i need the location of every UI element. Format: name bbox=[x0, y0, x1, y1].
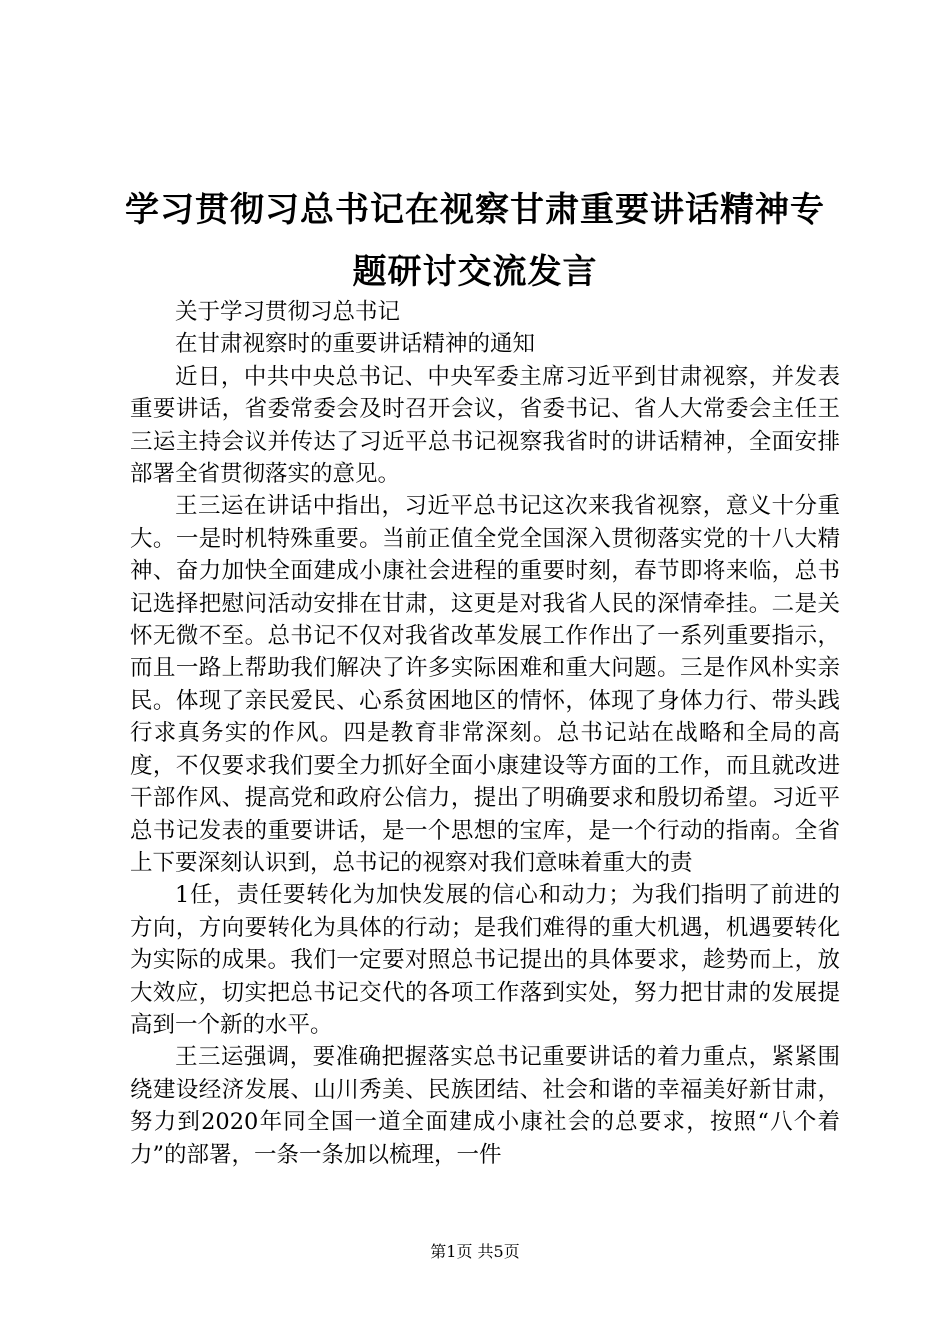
document-body bbox=[130, 296, 840, 1171]
paragraph: 王三运强调，要准确把握落实总书记重要讲话的着力重点，紧紧围绕建设经济发展、山川秀美、民族团结、社会和谐的幸福美好新甘肃，努力到2020年同全国一道全面建成小康社会的总要求，按照“八个着力”的部署，一条一条加以梳理，一件 bbox=[130, 1044, 840, 1168]
paragraph: 近日，中共中央总书记、中央军委主席习近平到甘肃视察，并发表重要讲话，省委常委会及时召开会议，省委书记、省人大常委会主任王三运主持会议并传达了习近平总书记视察我省时的讲话精神，全面安排部署全省贯彻落实的意见。 bbox=[130, 363, 840, 488]
document-title-line-2: 题研讨交流发言 bbox=[352, 252, 598, 292]
page-number-footer: 第1页 共5页 bbox=[430, 1242, 520, 1261]
paragraph: 1任，责任要转化为加快发展的信心和动力；为我们指明了前进的方向，方向要转化为具体的行动；是我们难得的重大机遇，机遇要转化为实际的成果。我们一定要对照总书记提出的具体要求，趁势而上，放大效应，切实把总书记交代的各项工作落到实处，努力把甘肃的发展提高到一个新的水平。 bbox=[130, 882, 840, 1038]
paragraph: 王三运在讲话中指出，习近平总书记这次来我省视察，意义十分重大。一是时机特殊重要。当前正值全党全国深入贯彻落实党的十八大精神、奋力加快全面建成小康社会进程的重要时刻，春节即将来临，总书记选择把慰问活动安排在甘肃，这更是对我省人民的深情牵挂。二是关怀无微不至。总书记不仅对我省改革发展工作作出了一系列重要指示，而且一路上帮助我们解决了许多实际困难和重大问题。三是作风朴实亲民。体现了亲民爱民、心系贫困地区的情怀，体现了身体力行、带头践行求真务实的作风。四是教育非常深刻。总书记站在战略和全局的高度，不仅要求我们要全力抓好全面小康建设等方面的工作，而且就改进干部作风、提高党和政府公信力，提出了明确要求和殷切希望。习近平总书记发表的重要讲话，是一个思想的宝库，是一个行动的指南。全省上下要深刻认识到，总书记的视察对我们意味着重大的责 bbox=[130, 493, 840, 876]
paragraph-notice-heading-1: 关于学习贯彻习总书记 bbox=[175, 299, 401, 325]
document-title-line-1: 学习贯彻习总书记在视察甘肃重要讲话精神专 bbox=[125, 190, 825, 230]
paragraph-notice-heading-2: 在甘肃视察时的重要讲话精神的通知 bbox=[175, 331, 536, 358]
